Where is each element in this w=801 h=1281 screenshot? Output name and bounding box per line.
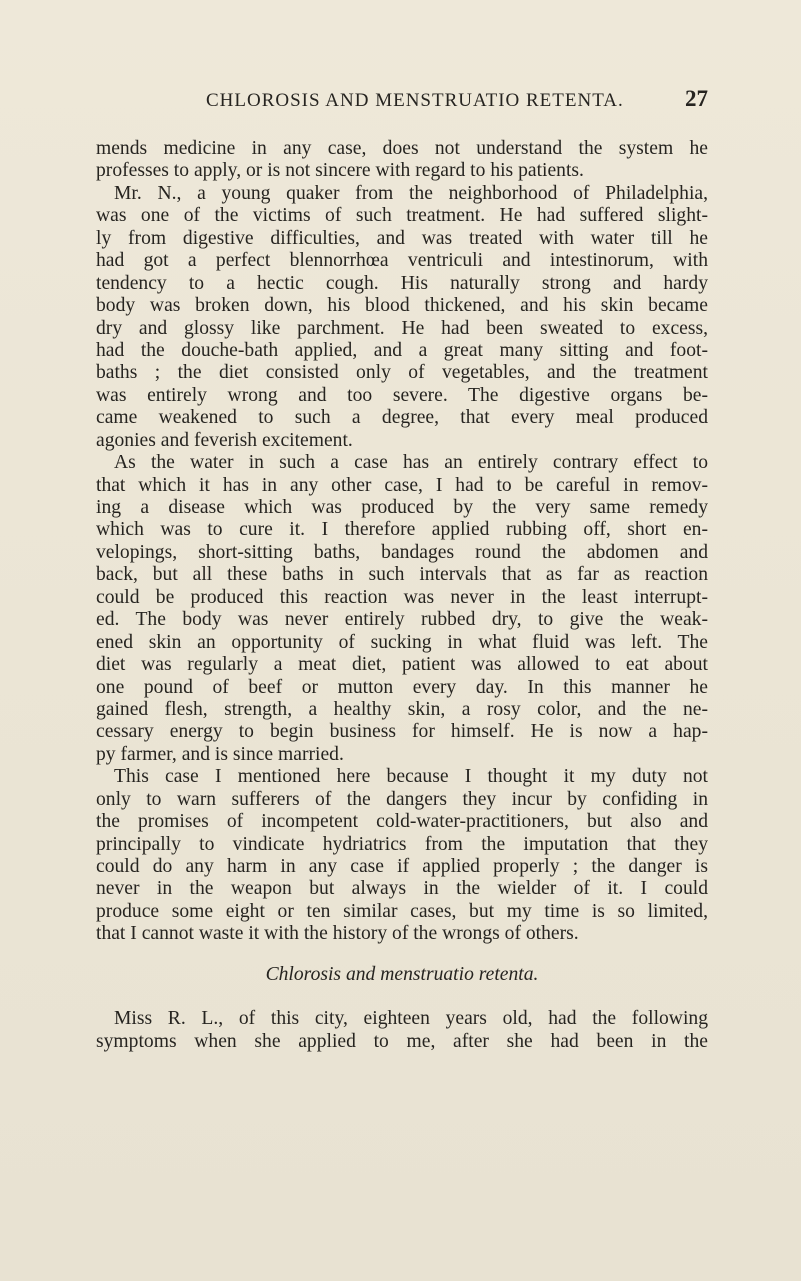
text-line: ened skin an opportunity of sucking in what fluid was left. The — [96, 631, 708, 653]
text-line: dry and glossy like parchment. He had been sweated to excess, — [96, 317, 708, 339]
text-line: that which it has in any other case, I had to be careful in remov- — [96, 474, 708, 496]
text-line: had got a perfect blennorrhœa ventriculi and intestinorum, with — [96, 250, 708, 272]
text-line: produce some eight or ten similar cases, but my time is so limited, — [96, 900, 708, 922]
text-line: never in the weapon but always in the wielder of it. I could — [96, 878, 708, 900]
text-line: was entirely wrong and too severe. The digestive organs be- — [96, 384, 708, 406]
text-line: which was to cure it. I therefore applied rubbing off, short en- — [96, 519, 708, 541]
text-line: agonies and feverish excitement. — [96, 429, 353, 451]
text-line: professes to apply, or is not sincere with regard to his patients. — [96, 160, 584, 182]
text-line: gained flesh, strength, a healthy skin, a rosy color, and the ne- — [96, 698, 708, 720]
page-body — [96, 138, 708, 1053]
text-line: py farmer, and is since married. — [96, 743, 344, 765]
text-line: diet was regularly a meat diet, patient was allowed to eat about — [96, 654, 708, 676]
text-line: mends medicine in any case, does not understand the system he — [96, 138, 708, 159]
text-line: back, but all these baths in such intervals that as far as reaction — [96, 564, 708, 586]
text-line: Miss R. L., of this city, eighteen years old, had the following — [114, 1008, 708, 1030]
text-line: body was broken down, his blood thickened, and his skin became — [96, 295, 708, 317]
text-line: the promises of incompetent cold-water-practitioners, but also and — [96, 811, 708, 833]
page-header — [96, 86, 708, 120]
text-line: one pound of beef or mutton every day. In this manner he — [96, 676, 708, 698]
text-line: cessary energy to begin business for himself. He is now a hap- — [96, 721, 708, 743]
text-line: only to warn sufferers of the dangers they incur by confiding in — [96, 788, 708, 810]
text-line: velopings, short-sitting baths, bandages round the abdomen and — [96, 541, 708, 563]
text-line: could do any harm in any case if applied properly ; the danger is — [96, 856, 708, 877]
text-line: ing a disease which was produced by the very same remedy — [96, 497, 708, 518]
text-line: ed. The body was never entirely rubbed dry, to give the weak- — [96, 609, 708, 631]
running-head: CHLOROSIS AND MENSTRUATIO RETENTA. — [206, 90, 624, 111]
text-line: symptoms when she applied to me, after she had been in the — [96, 1030, 708, 1052]
text-line: principally to vindicate hydriatrics from the imputation that they — [96, 833, 708, 855]
text-line: baths ; the diet consisted only of vegetables, and the treatment — [96, 362, 708, 384]
text-line: ly from digestive difficulties, and was treated with water till he — [96, 227, 708, 249]
text-line: could be produced this reaction was never in the least interrupt- — [96, 586, 708, 608]
section-heading: Chlorosis and menstruatio retenta. — [265, 963, 539, 985]
text-line: had the douche-bath applied, and a great many sitting and foot- — [96, 339, 708, 361]
text-line: tendency to a hectic cough. His naturally strong and hardy — [96, 272, 708, 294]
page-number: 27 — [685, 86, 708, 111]
text-line: Mr. N., a young quaker from the neighborhood of Philadelphia, — [114, 182, 708, 204]
text-line: This case I mentioned here because I thought it my duty not — [114, 766, 708, 788]
text-line: came weakened to such a degree, that every meal produced — [96, 407, 708, 429]
text-line: was one of the victims of such treatment. He had suffered slight- — [96, 205, 708, 227]
text-line: As the water in such a case has an entirely contrary effect to — [114, 452, 708, 474]
text-line: that I cannot waste it with the history of the wrongs of others. — [96, 923, 579, 945]
